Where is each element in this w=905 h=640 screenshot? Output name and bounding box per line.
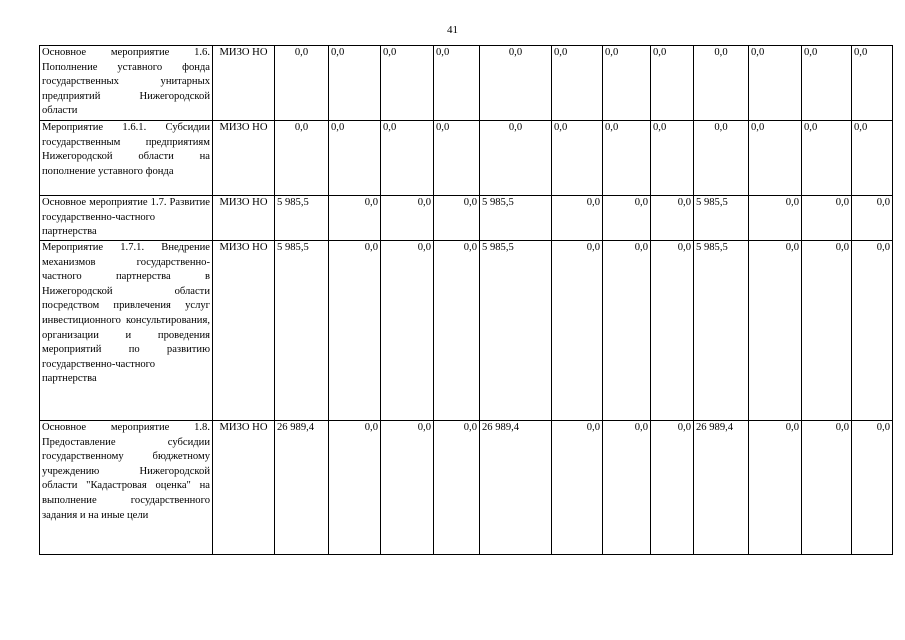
budget-table	[39, 45, 893, 555]
measure-name: Мероприятие 1.6.1. Субсидии государственным предприятиям Нижегородской области на пополнение уставного фонда	[40, 121, 213, 196]
value-cell: 0,0	[434, 241, 480, 421]
value-cell: 0,0	[275, 46, 329, 121]
value-cell: 0,0	[552, 241, 603, 421]
value-cell: 5 985,5	[275, 241, 329, 421]
value-cell: 0,0	[329, 46, 381, 121]
value-cell: 0,0	[651, 196, 694, 241]
value-cell: 0,0	[603, 421, 651, 555]
table-row	[40, 196, 893, 241]
value-cell: 0,0	[694, 46, 749, 121]
value-cell: 0,0	[434, 121, 480, 196]
value-cell: 5 985,5	[480, 241, 552, 421]
executor-cell: МИЗО НО	[213, 421, 275, 555]
table-row	[40, 121, 893, 196]
value-cell: 0,0	[329, 121, 381, 196]
value-cell: 0,0	[275, 121, 329, 196]
value-cell: 0,0	[381, 196, 434, 241]
value-cell: 5 985,5	[275, 196, 329, 241]
value-cell: 0,0	[852, 121, 893, 196]
value-cell: 0,0	[651, 121, 694, 196]
value-cell: 0,0	[381, 46, 434, 121]
measure-name: Основное мероприятие 1.8. Предоставление субсидии государственному бюджетному учреждению Нижегородской области "Кадастровая оценка" на выполнение государственного задания и на иные цели	[40, 421, 213, 555]
value-cell: 0,0	[329, 241, 381, 421]
value-cell: 0,0	[802, 421, 852, 555]
value-cell: 5 985,5	[694, 241, 749, 421]
value-cell: 0,0	[603, 46, 651, 121]
value-cell: 26 989,4	[694, 421, 749, 555]
value-cell: 0,0	[852, 196, 893, 241]
page-number: 41	[447, 24, 458, 36]
value-cell: 0,0	[552, 196, 603, 241]
value-cell: 0,0	[802, 196, 852, 241]
table-row	[40, 241, 893, 421]
value-cell: 5 985,5	[694, 196, 749, 241]
value-cell: 0,0	[749, 121, 802, 196]
value-cell: 0,0	[852, 46, 893, 121]
value-cell: 0,0	[651, 421, 694, 555]
measure-name: Основное мероприятие 1.7. Развитие государственно-частного партнерства	[40, 196, 213, 241]
value-cell: 0,0	[651, 241, 694, 421]
value-cell: 0,0	[749, 421, 802, 555]
value-cell: 0,0	[552, 121, 603, 196]
value-cell: 0,0	[694, 121, 749, 196]
value-cell: 0,0	[651, 46, 694, 121]
value-cell: 0,0	[603, 241, 651, 421]
value-cell: 0,0	[749, 46, 802, 121]
value-cell: 0,0	[434, 46, 480, 121]
value-cell: 0,0	[480, 46, 552, 121]
value-cell: 0,0	[552, 46, 603, 121]
value-cell: 0,0	[434, 421, 480, 555]
value-cell: 26 989,4	[275, 421, 329, 555]
value-cell: 0,0	[852, 241, 893, 421]
executor-cell: МИЗО НО	[213, 121, 275, 196]
value-cell: 0,0	[329, 196, 381, 241]
value-cell: 5 985,5	[480, 196, 552, 241]
value-cell: 0,0	[552, 421, 603, 555]
value-cell: 0,0	[603, 121, 651, 196]
value-cell: 0,0	[749, 241, 802, 421]
value-cell: 0,0	[480, 121, 552, 196]
table-row	[40, 421, 893, 555]
measure-name: Мероприятие 1.7.1. Внедрение механизмов государственно-частного партнерства в Нижегородской области посредством привлечения услуг инвестиционного консультирования, организации и проведения мероприятий по развитию государственно-частного партнерства	[40, 241, 213, 421]
value-cell: 0,0	[381, 241, 434, 421]
measure-name: Основное мероприятие 1.6. Пополнение уставного фонда государственных унитарных предприятий Нижегородской области	[40, 46, 213, 121]
value-cell: 0,0	[749, 196, 802, 241]
executor-cell: МИЗО НО	[213, 196, 275, 241]
executor-cell: МИЗО НО	[213, 241, 275, 421]
executor-cell: МИЗО НО	[213, 46, 275, 121]
value-cell: 0,0	[852, 421, 893, 555]
value-cell: 0,0	[802, 121, 852, 196]
value-cell: 0,0	[329, 421, 381, 555]
value-cell: 0,0	[381, 421, 434, 555]
value-cell: 0,0	[603, 196, 651, 241]
value-cell: 26 989,4	[480, 421, 552, 555]
value-cell: 0,0	[381, 121, 434, 196]
value-cell: 0,0	[434, 196, 480, 241]
value-cell: 0,0	[802, 46, 852, 121]
table-row	[40, 46, 893, 121]
value-cell: 0,0	[802, 241, 852, 421]
